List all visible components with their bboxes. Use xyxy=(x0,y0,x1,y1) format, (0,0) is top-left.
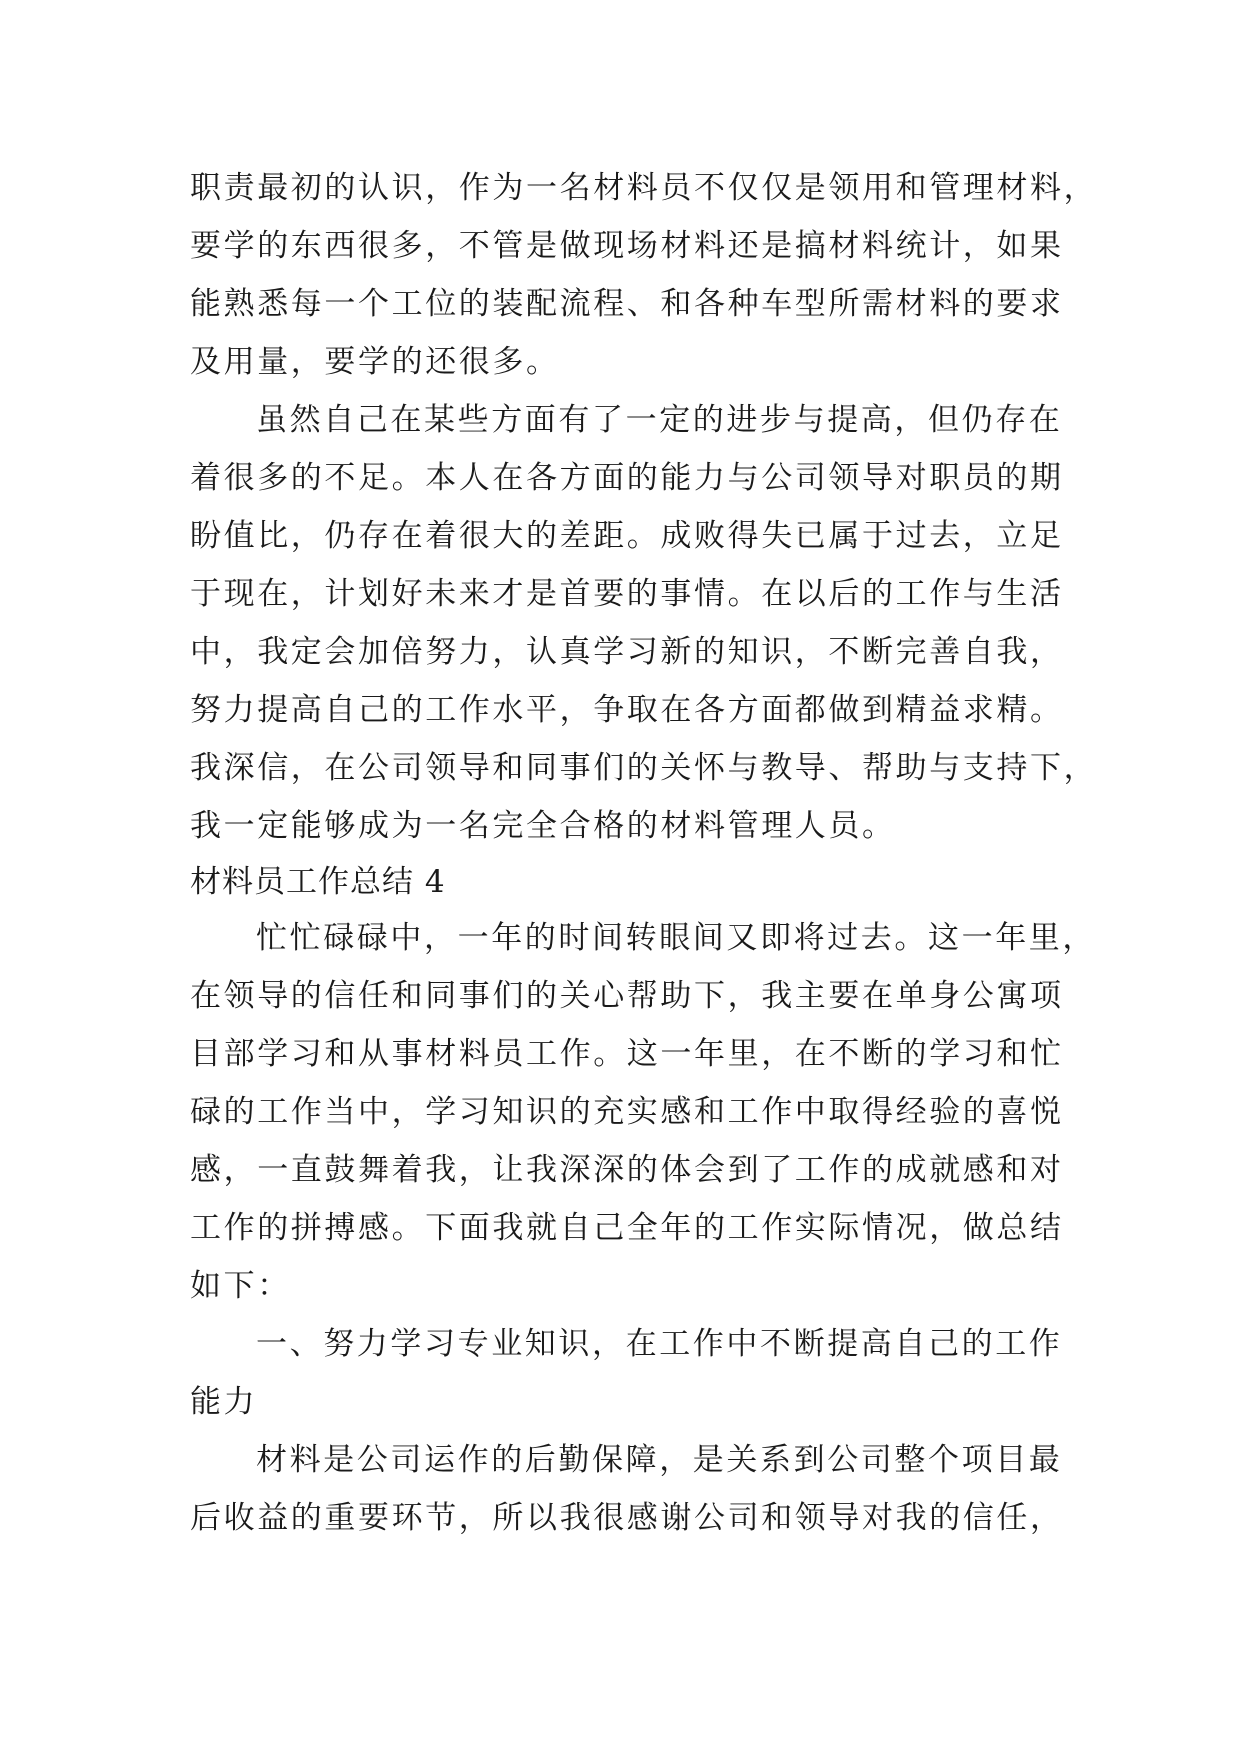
text-line: 感，一直鼓舞着我，让我深深的体会到了工作的成就感和对 xyxy=(190,1152,1064,1188)
paragraph-first-line: 虽然自己在某些方面有了一定的进步与提高，但仍存在 xyxy=(256,402,1063,438)
text-line: 工作的拼搏感。下面我就自己全年的工作实际情况，做总结 xyxy=(190,1210,1064,1246)
paragraph-first-line: 材料是公司运作的后勤保障，是关系到公司整个项目最 xyxy=(256,1442,1063,1478)
text-line: 着很多的不足。本人在各方面的能力与公司领导对职员的期 xyxy=(190,460,1064,496)
text-line: 如下： xyxy=(190,1268,291,1304)
text-line: 目部学习和从事材料员工作。这一年里，在不断的学习和忙 xyxy=(190,1036,1064,1072)
section-heading: 材料员工作总结 4 xyxy=(190,864,446,900)
text-line: 在领导的信任和同事们的关心帮助下，我主要在单身公寓项 xyxy=(190,978,1064,1014)
text-line: 努力提高自己的工作水平，争取在各方面都做到精益求精。 xyxy=(190,692,1064,728)
subheading-line: 能力 xyxy=(190,1384,258,1420)
text-line: 后收益的重要环节，所以我很感谢公司和领导对我的信任， xyxy=(190,1500,1064,1536)
text-line: 碌的工作当中，学习知识的充实感和工作中取得经验的喜悦 xyxy=(190,1094,1064,1130)
subheading-line: 一、努力学习专业知识，在工作中不断提高自己的工作 xyxy=(256,1326,1063,1362)
text-line: 能熟悉每一个工位的装配流程、和各种车型所需材料的要求 xyxy=(190,286,1064,322)
text-line: 中，我定会加倍努力，认真学习新的知识，不断完善自我， xyxy=(190,634,1064,670)
text-line: 我深信，在公司领导和同事们的关怀与教导、帮助与支持下， xyxy=(190,750,1098,786)
document-body xyxy=(190,159,1098,1547)
text-line: 于现在，计划好未来才是首要的事情。在以后的工作与生活 xyxy=(190,576,1064,612)
text-line: 我一定能够成为一名完全合格的材料管理人员。 xyxy=(190,808,896,844)
text-line: 职责最初的认识，作为一名材料员不仅仅是领用和管理材料， xyxy=(190,170,1098,206)
text-line: 要学的东西很多，不管是做现场材料还是搞材料统计，如果 xyxy=(190,228,1064,264)
text-line: 及用量，要学的还很多。 xyxy=(190,344,560,380)
paragraph-first-line: 忙忙碌碌中，一年的时间转眼间又即将过去。这一年里， xyxy=(256,920,1096,956)
text-line: 盼值比，仍存在着很大的差距。成败得失已属于过去，立足 xyxy=(190,518,1064,554)
